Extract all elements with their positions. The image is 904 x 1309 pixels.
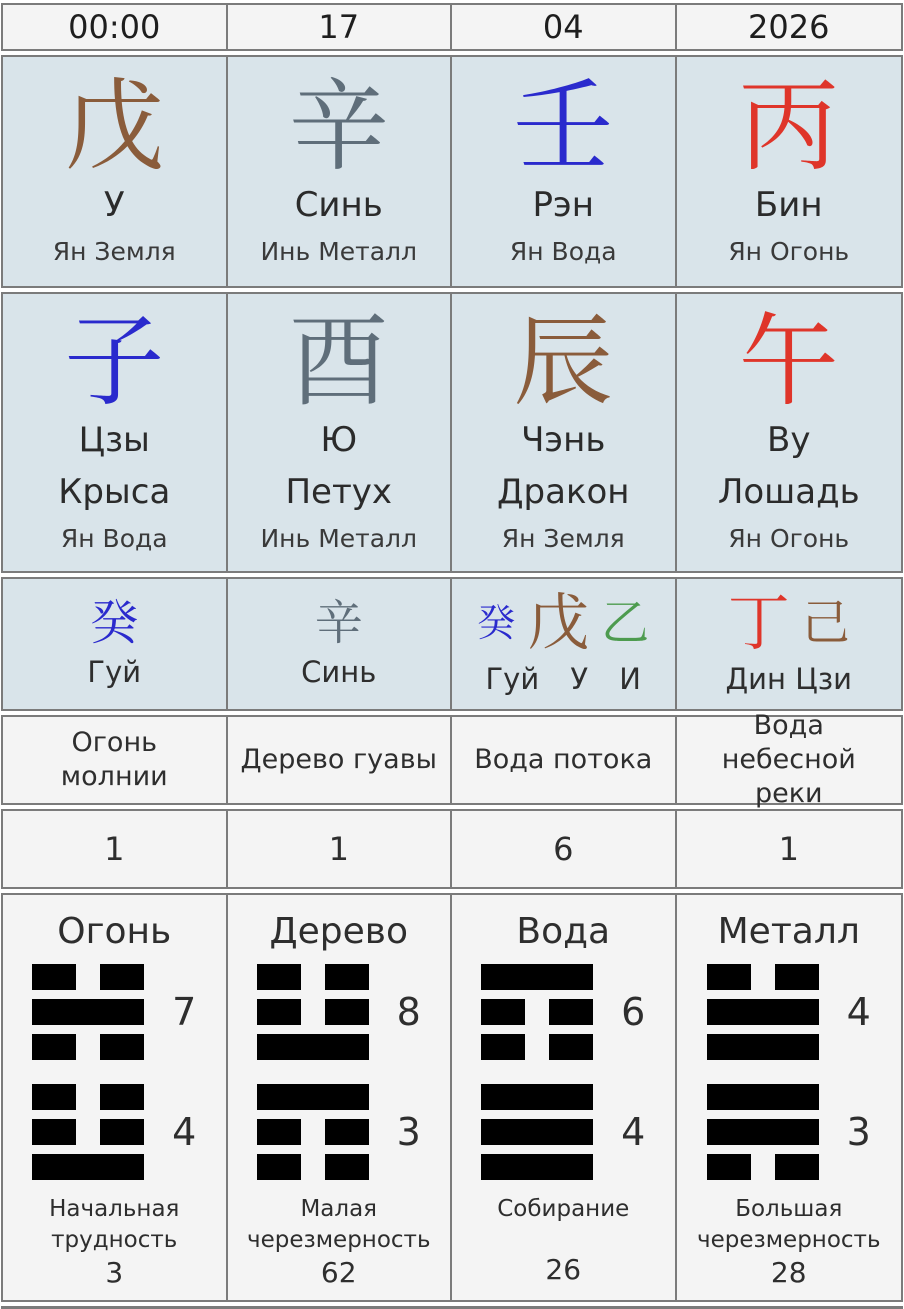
hexagram-name: Собирание bbox=[497, 1196, 630, 1222]
hexagram-number: 26 bbox=[545, 1253, 582, 1286]
lower-trigram bbox=[481, 1084, 593, 1180]
hexagram-name: Большая черезмерность bbox=[696, 1196, 881, 1254]
branch-cell-hour bbox=[3, 294, 228, 571]
hexagram-element-label: Вода bbox=[516, 911, 611, 952]
stem-name: Синь bbox=[294, 185, 383, 225]
stem-character: 戊 bbox=[64, 68, 165, 185]
upper-trigram-number: 7 bbox=[172, 990, 197, 1034]
branch-cell-month bbox=[452, 294, 677, 571]
stem-cell-year bbox=[677, 57, 902, 286]
hexagram-cell-month bbox=[452, 895, 677, 1300]
hexagram-number: 62 bbox=[320, 1256, 357, 1290]
branch-cell-day bbox=[228, 294, 453, 571]
hidden-stems-row bbox=[1, 577, 903, 711]
day-value: 17 bbox=[318, 8, 360, 46]
hexagram-line-solid bbox=[481, 964, 593, 990]
lower-trigram-number: 4 bbox=[172, 1110, 197, 1154]
branch-animal: Дракон bbox=[496, 472, 630, 512]
count-value: 6 bbox=[553, 830, 574, 868]
branch-cell-year bbox=[677, 294, 902, 571]
count-value: 1 bbox=[328, 830, 349, 868]
hexagram-line-solid bbox=[481, 1154, 593, 1180]
upper-trigram-number: 8 bbox=[396, 990, 421, 1034]
hidden-cell-month bbox=[452, 579, 677, 709]
stem-name: У bbox=[103, 185, 125, 225]
hidden-stem-character: 癸 bbox=[90, 595, 139, 651]
branch-name: Ву bbox=[767, 420, 811, 460]
stem-name: Рэн bbox=[532, 185, 594, 225]
hour-field[interactable] bbox=[3, 5, 228, 49]
lower-trigram bbox=[707, 1084, 819, 1180]
hexagram-line-solid bbox=[707, 1034, 819, 1060]
branch-character: 子 bbox=[64, 303, 165, 420]
hexagram-name: Начальная трудность bbox=[49, 1196, 180, 1254]
branch-character: 午 bbox=[738, 303, 839, 420]
branch-polarity: Инь Металл bbox=[260, 524, 418, 553]
stem-character: 辛 bbox=[288, 68, 389, 185]
hexagram-line-solid bbox=[707, 1119, 819, 1145]
hexagram-line-broken bbox=[32, 964, 144, 990]
hexagram-line-solid bbox=[32, 1154, 144, 1180]
hexagram-cell-day bbox=[228, 895, 453, 1300]
hexagram-number: 28 bbox=[770, 1256, 807, 1290]
year-value: 2026 bbox=[748, 8, 830, 46]
hexagram-cell-year bbox=[677, 895, 902, 1300]
hidden-stem-character: 己 bbox=[801, 595, 850, 651]
hexagram-line-broken bbox=[257, 999, 369, 1025]
stem-cell-month bbox=[452, 57, 677, 286]
nayin-label: Вода небесной реки bbox=[721, 710, 856, 809]
lower-trigram-number: 3 bbox=[846, 1110, 871, 1154]
hidden-stem-character: 癸 bbox=[477, 601, 516, 645]
count-cell bbox=[228, 811, 453, 887]
hidden-stem-character: 戊 bbox=[527, 586, 590, 659]
nayin-label: Дерево гуавы bbox=[240, 744, 437, 776]
stem-cell-day bbox=[228, 57, 453, 286]
count-cell bbox=[3, 811, 228, 887]
hexagram-figure bbox=[257, 964, 369, 1180]
branch-animal: Петух bbox=[285, 472, 393, 512]
nayin-cell bbox=[452, 717, 677, 803]
stem-character: 丙 bbox=[738, 68, 839, 185]
hexagram-element-label: Металл bbox=[717, 911, 860, 952]
hexagram-line-solid bbox=[481, 1119, 593, 1145]
count-cell bbox=[677, 811, 902, 887]
hexagram-line-broken bbox=[481, 1034, 593, 1060]
branch-polarity: Ян Земля bbox=[501, 524, 625, 553]
nayin-cell bbox=[228, 717, 453, 803]
year-field[interactable] bbox=[677, 5, 902, 49]
nayin-row bbox=[1, 710, 903, 809]
hexagram-figure bbox=[32, 964, 144, 1180]
hidden-stem-label: Дин Цзи bbox=[725, 662, 852, 696]
nayin-label: Вода потока bbox=[474, 744, 653, 776]
hexagram-line-broken bbox=[257, 1119, 369, 1145]
upper-trigram bbox=[481, 964, 593, 1060]
stem-character: 壬 bbox=[513, 68, 614, 185]
count-value: 1 bbox=[104, 830, 125, 868]
count-row bbox=[1, 809, 903, 889]
branch-polarity: Ян Вода bbox=[60, 524, 168, 553]
hexagram-cell-hour bbox=[3, 895, 228, 1300]
hidden-stem-label: Гуй bbox=[87, 655, 142, 689]
hexagram-name: Малая черезмерность bbox=[246, 1196, 431, 1254]
hexagram-line-solid bbox=[707, 999, 819, 1025]
hidden-cell-day bbox=[228, 579, 453, 709]
hexagram-line-solid bbox=[257, 1084, 369, 1110]
count-cell bbox=[452, 811, 677, 887]
hidden-stem-label: Гуй У И bbox=[485, 662, 641, 696]
stem-polarity: Ян Огонь bbox=[728, 237, 850, 266]
hidden-stem-character: 辛 bbox=[314, 595, 363, 651]
hidden-cell-year bbox=[677, 579, 902, 709]
branch-character: 酉 bbox=[288, 303, 389, 420]
stem-name: Бин bbox=[754, 185, 823, 225]
day-field[interactable] bbox=[228, 5, 453, 49]
month-field[interactable] bbox=[452, 5, 677, 49]
hexagram-line-broken bbox=[32, 1119, 144, 1145]
earthly-branches-row bbox=[1, 292, 903, 573]
branch-polarity: Ян Огонь bbox=[728, 524, 850, 553]
hexagram-line-broken bbox=[257, 1154, 369, 1180]
hidden-cell-hour bbox=[3, 579, 228, 709]
hexagram-line-broken bbox=[32, 1084, 144, 1110]
upper-trigram-number: 6 bbox=[621, 990, 646, 1034]
branch-character: 辰 bbox=[513, 303, 614, 420]
hidden-stem-character: 乙 bbox=[601, 595, 650, 651]
hidden-stem-character: 丁 bbox=[727, 586, 790, 659]
date-header-row bbox=[1, 3, 903, 51]
month-value: 04 bbox=[542, 8, 584, 46]
hexagram-line-broken bbox=[481, 999, 593, 1025]
hexagram-element-label: Дерево bbox=[269, 911, 408, 952]
hexagram-line-solid bbox=[481, 1084, 593, 1110]
branch-name: Цзы bbox=[78, 420, 150, 460]
nayin-cell bbox=[3, 717, 228, 803]
hexagram-line-solid bbox=[257, 1034, 369, 1060]
branch-animal: Лошадь bbox=[717, 472, 860, 512]
lower-trigram-number: 4 bbox=[621, 1110, 646, 1154]
hexagram-row bbox=[1, 893, 903, 1302]
nayin-cell bbox=[677, 710, 902, 809]
count-value: 1 bbox=[778, 830, 799, 868]
lower-trigram-number: 3 bbox=[396, 1110, 421, 1154]
hexagram-figure bbox=[707, 964, 819, 1180]
hexagram-line-broken bbox=[257, 964, 369, 990]
lower-trigram bbox=[257, 1084, 369, 1180]
hexagram-line-broken bbox=[707, 1154, 819, 1180]
hexagram-line-broken bbox=[32, 1034, 144, 1060]
stem-cell-hour bbox=[3, 57, 228, 286]
upper-trigram bbox=[32, 964, 144, 1060]
hexagram-number: 3 bbox=[105, 1256, 124, 1290]
hexagram-element-label: Огонь bbox=[57, 911, 172, 952]
hexagram-line-solid bbox=[707, 1084, 819, 1110]
branch-name: Ю bbox=[320, 420, 358, 460]
lower-trigram bbox=[32, 1084, 144, 1180]
hexagram-line-broken bbox=[707, 964, 819, 990]
hexagram-line-solid bbox=[32, 999, 144, 1025]
branch-animal: Крыса bbox=[58, 472, 171, 512]
upper-trigram-number: 4 bbox=[846, 990, 871, 1034]
hidden-stem-label: Синь bbox=[301, 655, 377, 689]
stem-polarity: Ян Вода bbox=[509, 237, 617, 266]
hour-value: 00:00 bbox=[68, 8, 161, 46]
nayin-label: Огонь молнии bbox=[60, 727, 168, 792]
stem-polarity: Инь Металл bbox=[260, 237, 418, 266]
upper-trigram bbox=[707, 964, 819, 1060]
branch-name: Чэнь bbox=[521, 420, 606, 460]
upper-trigram bbox=[257, 964, 369, 1060]
hexagram-figure bbox=[481, 964, 593, 1180]
stem-polarity: Ян Земля bbox=[52, 237, 176, 266]
heavenly-stems-row bbox=[1, 55, 903, 288]
